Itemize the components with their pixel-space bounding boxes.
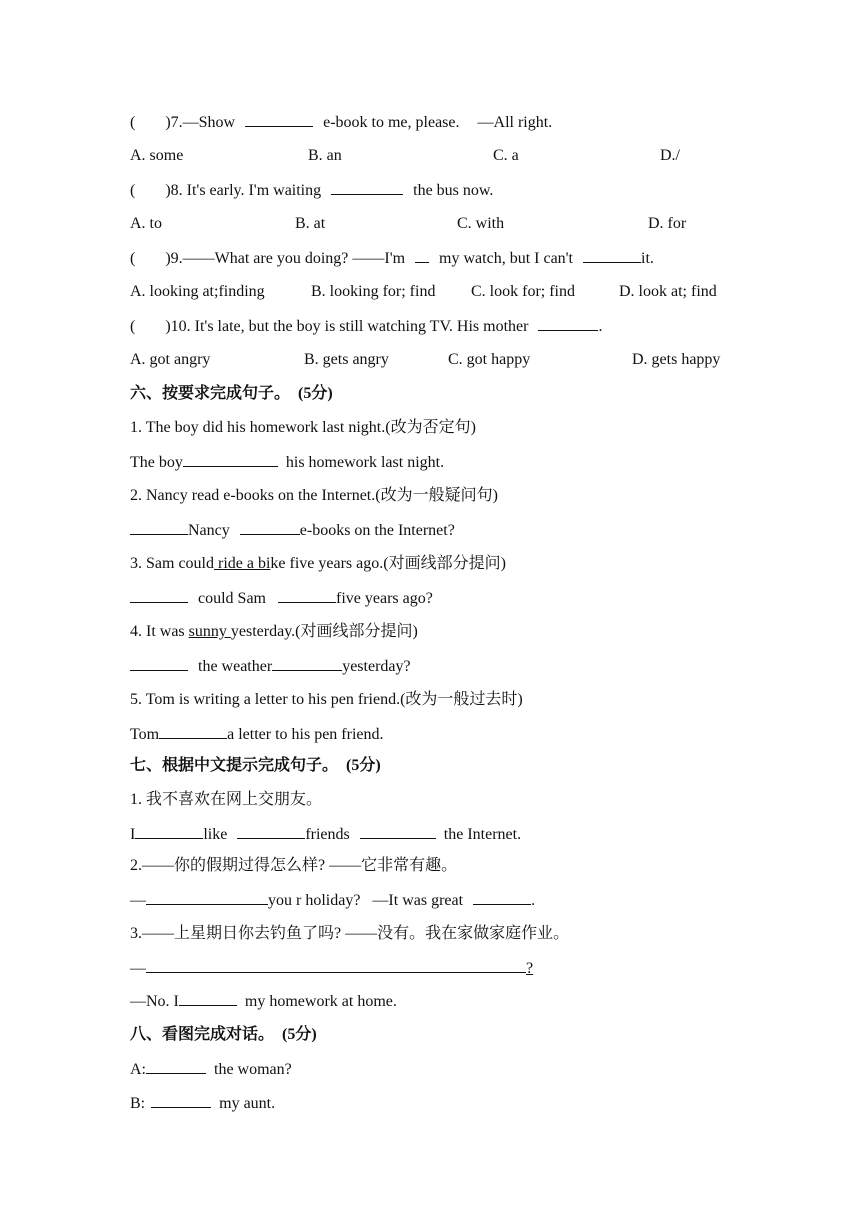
blank[interactable]: [331, 180, 403, 195]
option-c: C. got happy: [448, 351, 531, 368]
question-10: ( )10. It's late, but the boy is still watching TV. His mother .: [130, 318, 603, 335]
option-d: D. for: [648, 215, 687, 232]
blank[interactable]: [237, 824, 305, 839]
blank[interactable]: [272, 656, 342, 671]
option-b: B. at: [295, 215, 326, 232]
dialogue-line-b: B: my aunt.: [130, 1095, 276, 1112]
sec6-a4: the weather yesterday?: [130, 656, 411, 677]
option-b: B. gets angry: [304, 351, 389, 368]
sec6-q4: 4. It was sunny yesterday.(对画线部分提问): [130, 623, 418, 640]
sec6-a1: The boy his homework last night.: [130, 454, 445, 471]
sec6-q3: 3. Sam could ride a bike five years ago.(对画线部分提问): [130, 555, 506, 572]
blank[interactable]: [240, 520, 300, 535]
blank[interactable]: [583, 248, 641, 263]
blank[interactable]: [245, 112, 313, 127]
blank[interactable]: [183, 452, 278, 467]
sec6-q2: 2. Nancy read e-books on the Internet.(改为一般疑问句): [130, 487, 498, 504]
blank[interactable]: [415, 248, 429, 263]
blank[interactable]: [130, 656, 188, 671]
option-a: A. looking at;finding: [130, 283, 265, 300]
question-7: ( )7.—Show e-book to me, please. —All right.: [130, 114, 553, 131]
blank[interactable]: [179, 991, 237, 1006]
blank[interactable]: [278, 588, 336, 603]
option-d: D. gets happy: [632, 351, 721, 368]
sec6-a2: Nancy e-books on the Internet?: [130, 520, 455, 541]
option-a: A. to: [130, 215, 162, 232]
section-6-heading: 六、按要求完成句子。 (5分): [130, 385, 333, 402]
option-c: C. a: [493, 147, 519, 164]
option-b: B. looking for; find: [311, 283, 436, 300]
dialogue-line-a: A: the woman?: [130, 1061, 292, 1078]
blank[interactable]: [146, 1059, 206, 1074]
option-a: A. some: [130, 147, 184, 164]
option-c: C. with: [457, 215, 505, 232]
option-b: B. an: [308, 147, 342, 164]
option-d: D./: [660, 147, 680, 164]
sec6-a5: Tom a letter to his pen friend.: [130, 726, 384, 743]
question-9: ( )9.——What are you doing? ——I'm my watch, but I can't it.: [130, 250, 654, 267]
blank[interactable]: [146, 890, 268, 905]
section-8-heading: 八、看图完成对话。 (5分): [130, 1026, 317, 1043]
blank[interactable]: [159, 724, 227, 739]
sec6-q1: 1. The boy did his homework last night.(改为否定句): [130, 419, 476, 436]
option-c: C. look for; find: [471, 283, 575, 300]
sec7-a2: — you r holiday? —It was great .: [130, 892, 536, 909]
section-7-heading: 七、根据中文提示完成句子。 (5分): [130, 757, 381, 774]
sec6-q5: 5. Tom is writing a letter to his pen friend.(改为一般过去时): [130, 691, 523, 708]
blank[interactable]: [130, 588, 188, 603]
sec7-q1: 1. 我不喜欢在网上交朋友。: [130, 791, 323, 808]
option-a: A. got angry: [130, 351, 211, 368]
sec7-a1: I like friends the Internet.: [130, 826, 522, 843]
blank[interactable]: [151, 1093, 211, 1108]
option-d: D. look at; find: [619, 283, 717, 300]
sec7-b3: —No. I my homework at home.: [130, 993, 397, 1010]
question-8: ( )8. It's early. I'm waiting the bus now.: [130, 182, 494, 199]
blank[interactable]: [135, 824, 203, 839]
blank[interactable]: [146, 958, 526, 973]
blank[interactable]: [130, 520, 188, 535]
sec7-q2: 2.——你的假期过得怎么样? ——它非常有趣。: [130, 857, 458, 874]
sec6-a3: could Sam five years ago?: [130, 588, 433, 609]
blank[interactable]: [473, 890, 531, 905]
blank[interactable]: [538, 316, 598, 331]
answer-paren: (: [130, 114, 136, 131]
sec7-a3: — ?: [130, 960, 534, 977]
sec7-q3: 3.——上星期日你去钓鱼了吗? ——没有。我在家做家庭作业。: [130, 925, 570, 942]
blank[interactable]: [360, 824, 436, 839]
